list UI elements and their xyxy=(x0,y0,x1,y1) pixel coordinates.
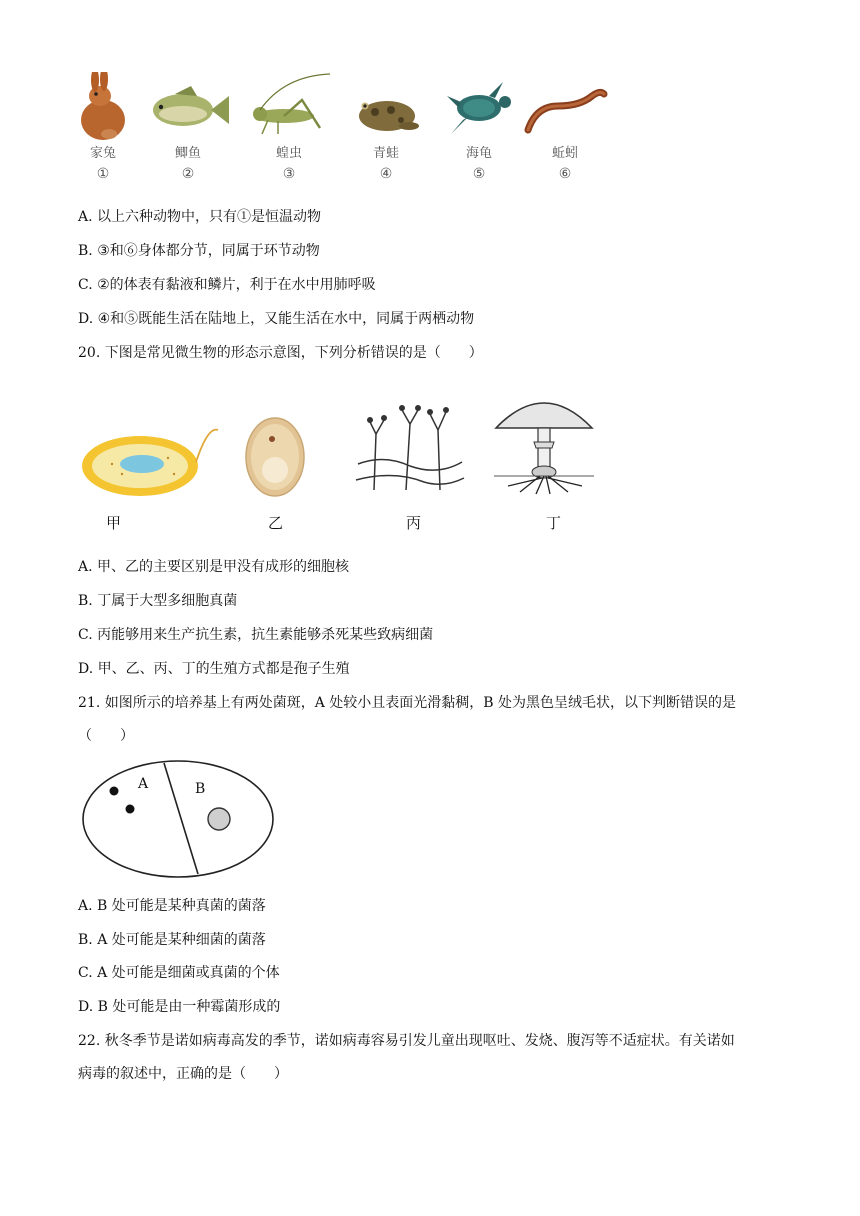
mold-image xyxy=(354,394,466,498)
q20-option-b: B. 丁属于大型多细胞真菌 xyxy=(78,593,238,609)
animal-number: ⑥ xyxy=(558,166,572,182)
q21-option-d: D. B 处可能是由一种霉菌形成的 xyxy=(78,999,281,1015)
rabbit-image xyxy=(73,72,133,142)
animal-frog xyxy=(341,72,431,182)
q19-option-b: B. ③和⑥身体都分节，同属于环节动物 xyxy=(78,243,320,259)
locust-image xyxy=(244,72,334,142)
dish-label-a: A xyxy=(138,776,149,792)
q19-option-a: A. 以上六种动物中，只有①是恒温动物 xyxy=(78,209,322,225)
q22-stem-line1: 22. 秋冬季节是诺如病毒高发的季节，诺如病毒容易引发儿童出现呕吐、发烧、腹泻等不适症状。有关诺如 xyxy=(78,1033,735,1049)
microbe-label-ding: 丁 xyxy=(546,514,562,532)
animal-rabbit xyxy=(58,72,148,182)
animal-name: 鲫鱼 xyxy=(174,146,201,161)
animal-crucian-carp xyxy=(143,72,233,182)
animal-number: ⑤ xyxy=(472,166,486,182)
q20-option-d: D. 甲、乙、丙、丁的生殖方式都是孢子生殖 xyxy=(78,661,350,677)
fish-image xyxy=(145,72,231,142)
q20-stem: 20. 下图是常见微生物的形态示意图，下列分析错误的是（ ） xyxy=(78,345,483,361)
animal-name: 蚯蚓 xyxy=(551,146,578,161)
q22-stem-line2: 病毒的叙述中，正确的是（ ） xyxy=(78,1066,288,1082)
q21-stem-line1: 21. 如图所示的培养基上有两处菌斑，A 处较小且表面光滑黏稠，B 处为黑色呈绒毛状，以下判断错误的是 xyxy=(78,695,737,711)
earthworm-image xyxy=(522,72,608,142)
q19-option-c: C. ②的体表有黏液和鳞片，利于在水中用肺呼吸 xyxy=(78,277,376,293)
bacterium-image xyxy=(78,424,220,504)
q21-option-a: A. B 处可能是某种真菌的菌落 xyxy=(78,898,266,914)
q20-option-c: C. 丙能够用来生产抗生素，抗生素能够杀死某些致病细菌 xyxy=(78,627,434,643)
q21-option-b: B. A 处可能是某种细菌的菌落 xyxy=(78,932,266,948)
dish-label-b: B xyxy=(195,781,206,797)
q20-option-a: A. 甲、乙的主要区别是甲没有成形的细胞核 xyxy=(78,559,350,575)
animal-name: 家兔 xyxy=(89,146,116,161)
animal-name: 青蛙 xyxy=(372,146,399,161)
q21-option-c: C. A 处可能是细菌或真菌的个体 xyxy=(78,965,280,981)
animal-earthworm xyxy=(520,72,610,182)
microbe-label-bing: 丙 xyxy=(406,514,422,532)
q19-option-d: D. ④和⑤既能生活在陆地上，又能生活在水中，同属于两栖动物 xyxy=(78,311,475,327)
turtle-image xyxy=(441,72,517,142)
animal-number: ④ xyxy=(379,166,393,182)
animal-number: ③ xyxy=(282,166,296,182)
animal-name: 蝗虫 xyxy=(275,146,302,161)
frog-image xyxy=(351,72,421,142)
q21-stem-line2: （ ） xyxy=(78,728,134,744)
animal-number: ② xyxy=(181,166,195,182)
petri-dish-diagram xyxy=(80,757,276,881)
microbe-label-jia: 甲 xyxy=(106,514,122,532)
yeast-image xyxy=(244,416,306,498)
microbe-label-yi: 乙 xyxy=(268,514,284,532)
animal-number: ① xyxy=(96,166,110,182)
animal-sea-turtle xyxy=(434,72,524,182)
mushroom-image xyxy=(490,388,598,496)
animal-locust xyxy=(244,72,334,182)
animal-name: 海龟 xyxy=(465,146,492,161)
